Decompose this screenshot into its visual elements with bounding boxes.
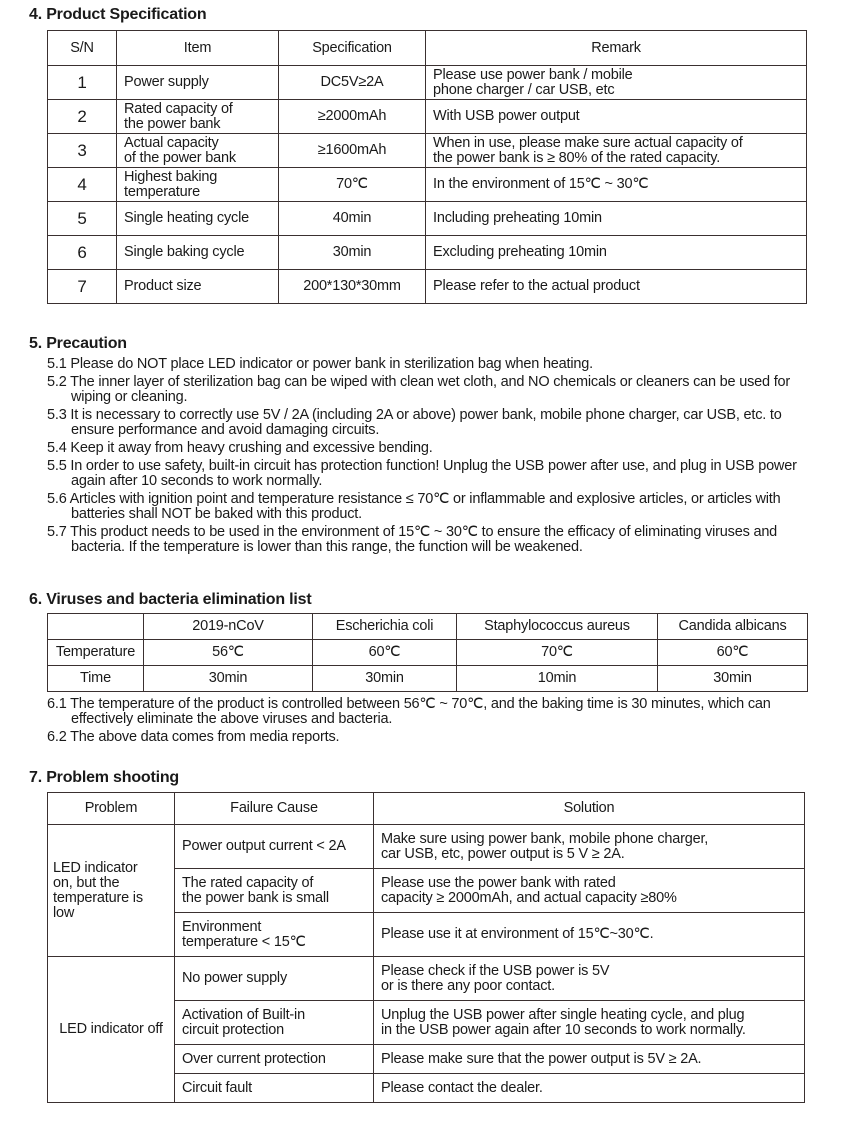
- spec-item: Single baking cycle: [117, 236, 279, 270]
- solution: Please check if the USB power is 5V or is there any poor contact.: [374, 957, 805, 1001]
- column-header-solution: Solution: [374, 793, 805, 825]
- spec-sn: 4: [48, 168, 117, 202]
- elimination-value: 10min: [457, 666, 658, 692]
- problem-cell: LED indicator on, but the temperature is low: [48, 825, 175, 957]
- column-header-sn: S/N: [48, 31, 117, 66]
- spec-sn: 3: [48, 134, 117, 168]
- column-header-item: Item: [117, 31, 279, 66]
- column-header-specification: Specification: [279, 31, 426, 66]
- spec-remark: In the environment of 15℃ ~ 30℃: [426, 168, 807, 202]
- problem-row: [48, 825, 805, 869]
- spec-sn: 6: [48, 236, 117, 270]
- row-label: Temperature: [48, 640, 144, 666]
- section-title-problem-shooting: 7. Problem shooting: [29, 769, 179, 786]
- failure-cause: Activation of Built-in circuit protection: [175, 1001, 374, 1045]
- spec-row: [48, 202, 807, 236]
- row-label: Time: [48, 666, 144, 692]
- solution: Please make sure that the power output is 5V ≥ 2A.: [374, 1045, 805, 1074]
- failure-cause: No power supply: [175, 957, 374, 1001]
- failure-cause: Circuit fault: [175, 1074, 374, 1103]
- elimination-header-row: [48, 614, 808, 640]
- solution: Make sure using power bank, mobile phone charger, car USB, etc, power output is 5 V ≥ 2A.: [374, 825, 805, 869]
- solution: Please contact the dealer.: [374, 1074, 805, 1103]
- spec-sn: 7: [48, 270, 117, 304]
- spec-value: 200*130*30mm: [279, 270, 426, 304]
- spec-value: DC5V≥2A: [279, 66, 426, 100]
- product-specification-table: [47, 30, 807, 304]
- elimination-value: 30min: [658, 666, 808, 692]
- elimination-notes: [47, 697, 817, 748]
- organism-header: 2019-nCoV: [144, 614, 313, 640]
- table-header-row: [48, 31, 807, 66]
- elimination-table: [47, 613, 808, 692]
- section-title-product-specification: 4. Product Specification: [29, 6, 207, 23]
- column-header-failure-cause: Failure Cause: [175, 793, 374, 825]
- spec-value: 40min: [279, 202, 426, 236]
- spec-remark: With USB power output: [426, 100, 807, 134]
- spec-row: [48, 168, 807, 202]
- spec-item: Product size: [117, 270, 279, 304]
- elimination-value: 56℃: [144, 640, 313, 666]
- spec-row: [48, 270, 807, 304]
- elimination-row: [48, 640, 808, 666]
- column-header-problem: Problem: [48, 793, 175, 825]
- precaution-item: 5.5 In order to use safety, built-in circuit has protection function! Unplug the USB power after use, and plug in USB power again after 10 seconds to work normally.: [47, 458, 797, 489]
- spec-row: [48, 134, 807, 168]
- spec-row: [48, 100, 807, 134]
- precaution-item: 5.2 The inner layer of sterilization bag can be wiped with clean wet cloth, and NO chemicals or cleaners can be used for wiping or cleaning.: [47, 374, 791, 405]
- precaution-item: 5.4 Keep it away from heavy crushing and excessive bending.: [47, 440, 433, 456]
- spec-item: Power supply: [117, 66, 279, 100]
- failure-cause: Over current protection: [175, 1045, 374, 1074]
- spec-item: Actual capacity of the power bank: [117, 134, 279, 168]
- precaution-list: [47, 357, 817, 558]
- precaution-item: 5.3 It is necessary to correctly use 5V / 2A (including 2A or above) power bank, mobile phone charger, car USB, etc. to ensure performance and avoid damaging circuits.: [47, 407, 782, 438]
- elimination-note: 6.1 The temperature of the product is controlled between 56℃ ~ 70℃, and the baking time is 30 minutes, which can effectively eliminate the above viruses and bacteria.: [47, 696, 771, 727]
- organism-header: Candida albicans: [658, 614, 808, 640]
- column-header-remark: Remark: [426, 31, 807, 66]
- organism-header: Escherichia coli: [313, 614, 457, 640]
- failure-cause: Environment temperature < 15℃: [175, 913, 374, 957]
- spec-value: 30min: [279, 236, 426, 270]
- corner-cell: [48, 614, 144, 640]
- spec-sn: 5: [48, 202, 117, 236]
- problem-row: [48, 957, 805, 1001]
- elimination-value: 60℃: [658, 640, 808, 666]
- elimination-value: 70℃: [457, 640, 658, 666]
- elimination-note: 6.2 The above data comes from media reports.: [47, 729, 340, 745]
- spec-value: ≥1600mAh: [279, 134, 426, 168]
- precaution-item: 5.7 This product needs to be used in the environment of 15℃ ~ 30℃ to ensure the efficacy of eliminating viruses and bacteria. If the temperature is lower than this range, the function will be weakened.: [47, 524, 778, 555]
- spec-value: ≥2000mAh: [279, 100, 426, 134]
- problem-shooting-table: [47, 792, 805, 1103]
- spec-sn: 1: [48, 66, 117, 100]
- section-title-precaution: 5. Precaution: [29, 335, 127, 352]
- precaution-item: 5.1 Please do NOT place LED indicator or power bank in sterilization bag when heating.: [47, 356, 593, 372]
- section-title-elimination-list: 6. Viruses and bacteria elimination list: [29, 591, 312, 608]
- spec-remark: When in use, please make sure actual capacity of the power bank is ≥ 80% of the rated capacity.: [426, 134, 807, 168]
- table-header-row: [48, 793, 805, 825]
- spec-remark: Please refer to the actual product: [426, 270, 807, 304]
- elimination-value: 30min: [313, 666, 457, 692]
- elimination-value: 30min: [144, 666, 313, 692]
- spec-item: Highest baking temperature: [117, 168, 279, 202]
- elimination-row: [48, 666, 808, 692]
- solution: Please use it at environment of 15℃~30℃.: [374, 913, 805, 957]
- elimination-value: 60℃: [313, 640, 457, 666]
- spec-remark: Please use power bank / mobile phone charger / car USB, etc: [426, 66, 807, 100]
- organism-header: Staphylococcus aureus: [457, 614, 658, 640]
- failure-cause: The rated capacity of the power bank is small: [175, 869, 374, 913]
- spec-value: 70℃: [279, 168, 426, 202]
- spec-row: [48, 66, 807, 100]
- problem-cell: LED indicator off: [48, 957, 175, 1103]
- spec-item: Single heating cycle: [117, 202, 279, 236]
- solution: Unplug the USB power after single heating cycle, and plug in the USB power again after 10 seconds to work normally.: [374, 1001, 805, 1045]
- spec-item: Rated capacity of the power bank: [117, 100, 279, 134]
- spec-remark: Including preheating 10min: [426, 202, 807, 236]
- spec-remark: Excluding preheating 10min: [426, 236, 807, 270]
- spec-row: [48, 236, 807, 270]
- precaution-item: 5.6 Articles with ignition point and temperature resistance ≤ 70℃ or inflammable and explosive articles, or articles with batteries shall NOT be baked with this product.: [47, 491, 781, 522]
- solution: Please use the power bank with rated capacity ≥ 2000mAh, and actual capacity ≥80%: [374, 869, 805, 913]
- spec-sn: 2: [48, 100, 117, 134]
- failure-cause: Power output current < 2A: [175, 825, 374, 869]
